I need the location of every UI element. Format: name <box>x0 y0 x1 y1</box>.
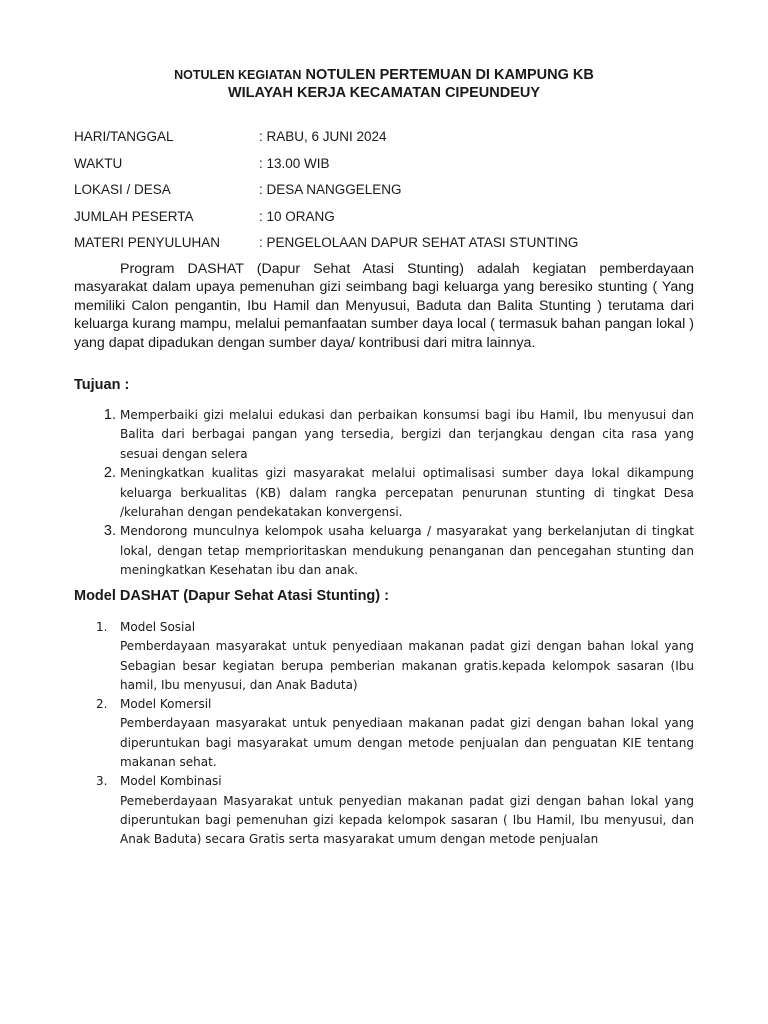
title-main: NOTULEN PERTEMUAN DI KAMPUNG KB <box>305 67 594 83</box>
tujuan-heading: Tujuan : <box>74 377 130 393</box>
document-title <box>0 66 768 102</box>
info-row <box>74 207 694 234</box>
meeting-info <box>74 127 694 260</box>
model-title: Model Kombinasi <box>120 774 222 789</box>
list-number: 1. <box>96 620 108 634</box>
list-number: 3. <box>96 774 108 789</box>
info-value: : RABU, 6 JUNI 2024 <box>259 129 387 144</box>
list-number: 1. <box>103 407 116 423</box>
model-heading: Model DASHAT (Dapur Sehat Atasi Stunting) : <box>74 588 389 604</box>
list-item <box>74 522 694 580</box>
info-value: : 13.00 WIB <box>259 155 330 171</box>
title-prefix: NOTULEN KEGIATAN <box>174 68 302 82</box>
title-line-1 <box>0 66 768 84</box>
info-value: : DESA NANGGELENG <box>259 182 402 198</box>
list-number: 2. <box>96 697 108 712</box>
info-row <box>74 233 694 260</box>
list-item <box>96 772 694 849</box>
info-label: HARI/TANGGAL <box>74 129 174 144</box>
model-description: Pemeberdayaan Masyarakat untuk penyedian makanan padat gizi dengan bahan lokal yang diperuntukan bagi pemenuhan gizi kepada kelompok sasaran ( Ibu Hamil, Ibu menyusui, dan Anak Baduta) secara Gratis serta masyarakat umum dengan metode penjualan <box>120 793 694 847</box>
info-value: : PENGELOLAAN DAPUR SEHAT ATASI STUNTING <box>259 235 579 251</box>
list-item <box>74 464 694 522</box>
model-title: Model Sosial <box>120 620 196 634</box>
tujuan-list <box>74 406 694 581</box>
list-number: 2. <box>103 465 116 482</box>
model-list <box>96 618 694 850</box>
list-text: Memperbaiki gizi melalui edukasi dan perbaikan konsumsi bagi ibu Hamil, Ibu menyusui dan Balita dari berbagai pangan yang tersedia, bergizi dan terjangkau dengan cita rasa yang sesuai dengan selera <box>120 408 694 461</box>
list-number: 3. <box>103 523 116 540</box>
info-label: MATERI PENYULUHAN <box>74 235 221 251</box>
intro-paragraph: Program DASHAT (Dapur Sehat Atasi Stunting) adalah kegiatan pemberdayaan masyarakat dalam upaya pemenuhan gizi seimbang bagi keluarga yang beresiko stunting ( Yang memiliki Calon pengantin, Ibu Hamil dan Menyusui, Baduta dan Balita Stunting ) terutama dari keluarga kurang mampu, melalui pemanfaatan sumber daya local ( termasuk bahan pangan lokal ) yang dapat dipadukan dengan sumber daya/ kontribusi dari mitra lainnya. <box>74 261 694 351</box>
model-title: Model Komersil <box>120 697 212 712</box>
list-item <box>74 406 694 464</box>
model-description: Pemberdayaan masyarakat untuk penyediaan makanan padat gizi dengan bahan lokal yang Sebagian besar kegiatan berupa pemberian makanan gratis.kepada kelompok sasaran (Ibu hamil, Ibu menyusui, dan Anak Baduta) <box>120 639 694 692</box>
list-text: Mendorong munculnya kelompok usaha keluarga / masyarakat yang berkelanjutan di tingkat lokal, dengan tetap memprioritaskan mendukung penanganan dan pencegahan stunting dan meningkatkan Kesehatan ibu dan anak. <box>120 524 694 578</box>
list-text: Meningkatkan kualitas gizi masyarakat melalui optimalisasi sumber daya lokal dikampung keluarga berkualitas (KB) dalam rangka percepatan penurunan stunting di tingkat Desa /kelurahan dengan pendekatakan konvergensi. <box>120 466 694 520</box>
info-row <box>74 127 694 154</box>
title-line-2: WILAYAH KERJA KECAMATAN CIPEUNDEUY <box>227 85 541 101</box>
list-item <box>96 695 694 772</box>
list-item <box>96 618 694 695</box>
model-description: Pemberdayaan masyarakat untuk penyediaan makanan padat gizi dengan bahan lokal yang diperuntukan bagi masyarakat umum dengan metode penjualan dan penguatan KIE tentang makanan sehat. <box>120 716 694 770</box>
info-label: JUMLAH PESERTA <box>74 208 194 224</box>
info-row <box>74 180 694 207</box>
info-label: WAKTU <box>74 155 123 171</box>
info-row <box>74 154 694 181</box>
info-value: : 10 ORANG <box>259 208 335 224</box>
info-label: LOKASI / DESA <box>74 182 171 198</box>
